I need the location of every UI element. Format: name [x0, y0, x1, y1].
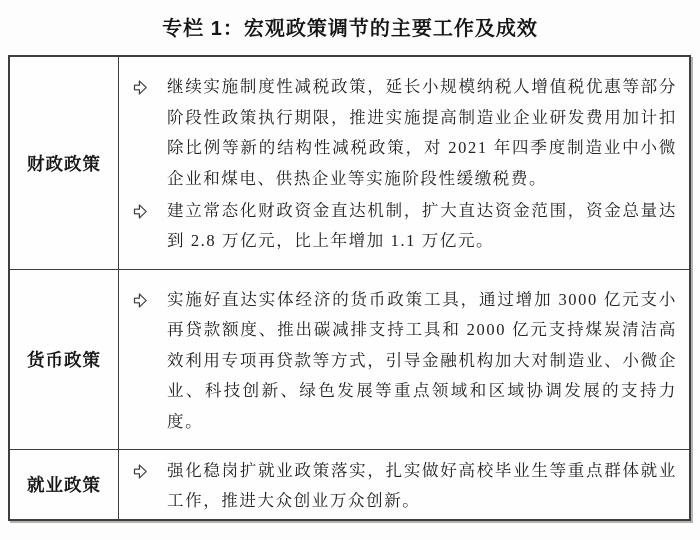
policy-items [119, 57, 689, 269]
policy-item-text: 强化稳岗扩就业政策落实，扎实做好高校毕业生等重点群体就业工作，推进大众创业万众创新。 [167, 460, 677, 510]
table-row [10, 450, 689, 519]
policy-item-text: 实施好直达实体经济的货币政策工具，通过增加 3000 亿元支小再贷款额度、推出碳减排支持工具和 2000 亿元支持煤炭清洁高效利用专项再贷款等方式，引导金融机构加大对制造业、小微企业、科技创新、绿色发展等重点领域和区域协调发展的支持力度。 [167, 289, 677, 431]
rightwards-white-arrow-icon [133, 79, 148, 96]
rightwards-white-arrow-icon [133, 463, 148, 480]
policy-item-text: 建立常态化财政资金直达机制，扩大直达资金范围，资金总量达到 2.8 万亿元，比上年增加 1.1 万亿元。 [167, 200, 677, 251]
policy-table [8, 55, 691, 521]
policy-items [119, 450, 689, 519]
policy-label: 财政政策 [10, 57, 119, 269]
page-title: 专栏 1：宏观政策调节的主要工作及成效 [162, 18, 538, 40]
policy-item-text: 继续实施制度性减税政策，延长小规模纳税人增值税优惠等部分阶段性政策执行期限，推进实施提高制造业企业研发费用加计扣除比例等新的结构性减税政策，对 2021 年四季度制造业中小微企业和煤电、供热企业等实施阶段性缓缴税费。 [167, 77, 677, 188]
policy-label: 就业政策 [10, 450, 119, 519]
table-row [10, 57, 689, 270]
policy-label: 货币政策 [10, 270, 119, 449]
policy-item [133, 456, 677, 517]
policy-item [133, 285, 677, 437]
policy-items [119, 270, 689, 449]
rightwards-white-arrow-icon [133, 292, 148, 309]
table-row [10, 270, 689, 450]
policy-item [133, 72, 677, 194]
policy-item [133, 196, 677, 257]
rightwards-white-arrow-icon [133, 203, 148, 220]
